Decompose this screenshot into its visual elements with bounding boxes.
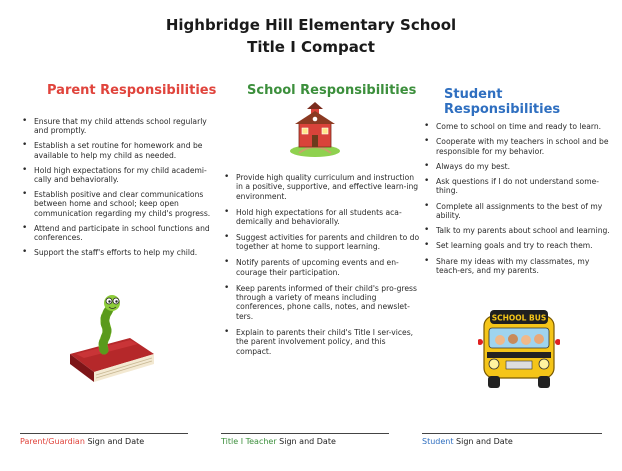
school-name: Highbridge Hill Elementary School <box>165 16 457 34</box>
parent-heading: Parent Responsibilities <box>47 83 217 98</box>
student-heading: Student Responsibilities <box>444 87 561 117</box>
bookworm-icon <box>66 292 156 388</box>
list-item: • Establish positive and clear communications between home and school; keep open communication regarding my child's progress. <box>20 190 220 218</box>
signature-suffix: Sign and Date <box>87 437 145 446</box>
list-item: • Ensure that my child attends school regularly and promptly. <box>20 117 220 136</box>
document-title: Title I Compact <box>247 38 375 56</box>
signature-rule <box>422 433 602 434</box>
list-item: • Notify parents of upcoming events and en-courage their participation. <box>222 258 420 277</box>
school-bus-icon <box>478 306 560 392</box>
school-heading: School Responsibilities <box>247 83 417 98</box>
list-item: • Attend and participate in school functions and conferences. <box>20 224 220 243</box>
student-responsibility-list <box>422 122 614 281</box>
parent-responsibility-list <box>20 117 220 263</box>
signature-rule <box>221 433 389 434</box>
parent-signature-role: Parent/Guardian <box>20 437 85 446</box>
list-item: • Always do my best. <box>422 162 614 171</box>
bus-sign-text: SCHOOL BUS <box>491 313 547 323</box>
list-item: • Keep parents informed of their child's pro-gress through a variety of means including conferences, phone calls, notes, and newslet-ters. <box>222 284 420 322</box>
teacher-signature-role: Title I Teacher <box>221 437 277 446</box>
list-item: • Share my ideas with my classmates, my teach-ers, and my parents. <box>422 257 614 276</box>
signature-suffix: Sign and Date <box>456 437 513 446</box>
student-signature-role: Student <box>422 437 454 446</box>
parent-signature-line <box>20 437 144 446</box>
list-item: • Suggest activities for parents and children to do together at home to support learning. <box>222 233 420 252</box>
list-item: • Ask questions if I do not understand some-thing. <box>422 177 614 196</box>
list-item: • Provide high quality curriculum and instruction in a positive, supportive, and effective learn-ing environment. <box>222 173 420 201</box>
schoolhouse-icon <box>289 101 341 159</box>
student-signature-line <box>422 437 513 446</box>
list-item: • Cooperate with my teachers in school and be responsible for my behavior. <box>422 137 614 156</box>
list-item: • Establish a set routine for homework and be available to help my child as needed. <box>20 141 220 160</box>
school-responsibility-list <box>222 173 420 363</box>
list-item: • Explain to parents their child's Title I ser-vices, the parent involvement policy, and this compact. <box>222 328 420 356</box>
list-item: • Hold high expectations for all students aca-demically and behaviorally. <box>222 208 420 227</box>
list-item: • Talk to my parents about school and learning. <box>422 226 614 235</box>
list-item: • Come to school on time and ready to learn. <box>422 122 614 131</box>
list-item: • Complete all assignments to the best of my ability. <box>422 202 614 221</box>
list-item: • Set learning goals and try to reach them. <box>422 241 614 250</box>
list-item: • Hold high expectations for my child academi-cally and behaviorally. <box>20 166 220 185</box>
signature-rule <box>20 433 188 434</box>
signature-suffix: Sign and Date <box>279 437 336 446</box>
list-item: • Support the staff's efforts to help my child. <box>20 248 220 257</box>
teacher-signature-line <box>221 437 336 446</box>
